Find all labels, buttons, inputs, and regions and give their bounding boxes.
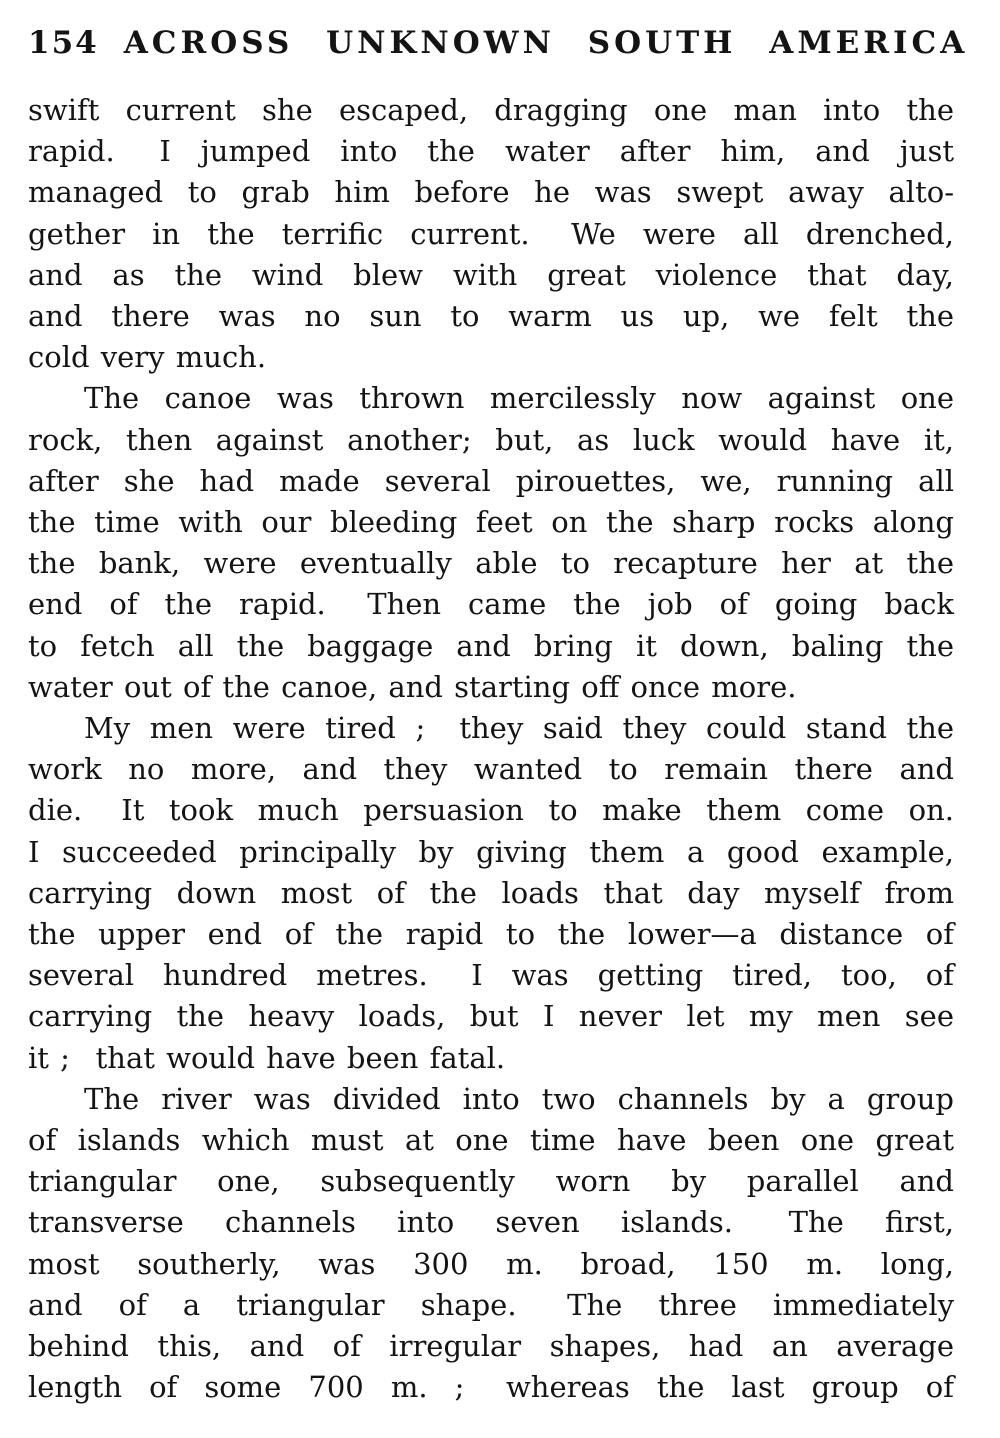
text-line: managed to grab him before he was swept away alto- [28,175,954,210]
paragraph [28,708,954,1079]
text-line: the upper end of the rapid to the lower—a distance of [28,917,954,952]
text-line: the bank, were eventually able to recapture her at the [28,546,954,581]
text-line: most southerly, was 300 m. broad, 150 m. long, [28,1246,954,1281]
text-line: gether in the terrific current. We were all drenched, [28,216,954,251]
text-line: My men were tired ; they said they could stand the [84,711,954,746]
text-line: The canoe was thrown mercilessly now against one [84,381,954,416]
page-number: 154 [28,25,99,61]
text-line: The river was divided into two channels by a group [84,1081,954,1116]
text-line: water out of the canoe, and starting off once more. [28,669,797,704]
paragraph [28,1079,954,1409]
text-line: carrying the heavy loads, but I never let my men see [28,999,954,1034]
text-line: and there was no sun to warm us up, we felt the [28,299,954,334]
text-line: end of the rapid. Then came the job of going back [28,587,954,622]
text-line: triangular one, subsequently worn by parallel and [28,1164,954,1199]
running-title: ACROSS UNKNOWN SOUTH AMERICA [123,25,969,61]
text-line: swift current she escaped, dragging one man into the [28,93,954,127]
text-line: behind this, and of irregular shapes, had an average [28,1329,954,1364]
text-line: carrying down most of the loads that day myself from [28,875,954,910]
text-line: and of a triangular shape. The three immediately [28,1287,954,1322]
page-body [28,90,954,1409]
text-line: cold very much. [28,340,267,375]
text-line: several hundred metres. I was getting tired, too, of [28,958,954,993]
text-line: rapid. I jumped into the water after him, and just [28,134,954,169]
text-line: rock, then against another; but, as luck would have it, [28,422,954,457]
text-line: work no more, and they wanted to remain there and [28,752,954,787]
text-line: the time with our bleeding feet on the sharp rocks along [28,505,954,540]
text-line: transverse channels into seven islands. The first, [28,1205,954,1240]
paragraph [28,90,954,378]
text-line: I succeeded principally by giving them a good example, [28,834,954,869]
text-line: of islands which must at one time have been one great [28,1123,954,1158]
text-line: die. It took much persuasion to make them come on. [28,793,954,828]
text-line: length of some 700 m. ; whereas the last group of [28,1370,954,1405]
paragraph [28,378,954,708]
text-line: to fetch all the baggage and bring it down, baling the [28,628,954,663]
text-line: it ; that would have been fatal. [28,1040,506,1075]
page-header [28,22,969,64]
text-line: after she had made several pirouettes, we, running all [28,463,954,498]
text-line: and as the wind blew with great violence that day, [28,257,954,292]
